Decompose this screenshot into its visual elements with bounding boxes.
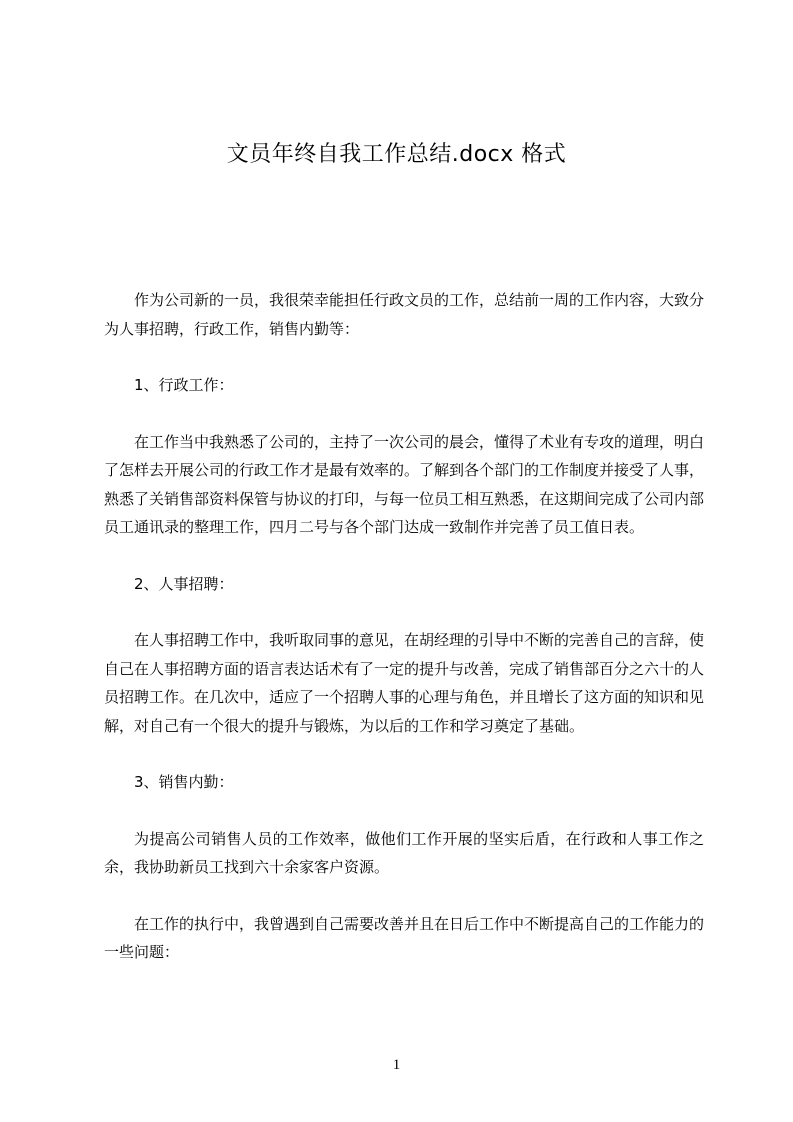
- section-heading-recruitment: 2、人事招聘：: [134, 574, 234, 593]
- paragraph-spacer: [104, 740, 704, 768]
- paragraph-spacer: [104, 400, 704, 428]
- paragraph-spacer: [104, 797, 704, 825]
- paragraph-spacer: [104, 598, 704, 626]
- intro-paragraph: 作为公司新的一员，我很荣幸能担任行政文员的工作，总结前一周的工作内容，大致分为人事招聘，行政工作，销售内勤等：: [104, 291, 705, 338]
- admin-paragraph: 在工作当中我熟悉了公司的，主持了一次公司的晨会，懂得了术业有专攻的道理，明白了怎样去开展公司的行政工作才是最有效率的。了解到各个部门的工作制度并接受了人事，熟悉了关销售部资料保管与协议的打印，与每一位员工相互熟悉，在这期间完成了公司内部员工通讯录的整理工作，四月二号与各个部门达成一致制作并完善了员工值日表。: [104, 432, 705, 536]
- sales-paragraph: 为提高公司销售人员的工作效率，做他们工作开展的坚实后盾，在行政和人事工作之余，我协助新员工找到六十余家客户资源。: [104, 829, 704, 876]
- paragraph-spacer: [104, 343, 704, 371]
- document-title: 文员年终自我工作总结.docx 格式: [226, 142, 567, 167]
- paragraph-spacer: [104, 882, 704, 910]
- section-heading-admin: 1、行政工作：: [134, 376, 234, 394]
- paragraph-spacer: [104, 542, 704, 570]
- recruitment-paragraph: 在人事招聘工作中，我听取同事的意见，在胡经理的引导中不断的完善自己的言辞，使自己在人事招聘方面的语言表达话术有了一定的提升与改善，完成了销售部百分之六十的人员招聘工作。在几次中，适应了一个招聘人事的心理与角色，并且增长了这方面的知识和见解，对自己有一个很大的提升与锻炼，为以后的工作和学习奠定了基础。: [104, 631, 705, 735]
- page-number: 1: [392, 1057, 401, 1073]
- issues-paragraph: 在工作的执行中，我曾遇到自己需要改善并且在日后工作中不断提高自己的工作能力的一些问题：: [104, 914, 705, 961]
- section-heading-sales: 3、销售内勤：: [134, 773, 234, 791]
- document-body: [104, 286, 704, 967]
